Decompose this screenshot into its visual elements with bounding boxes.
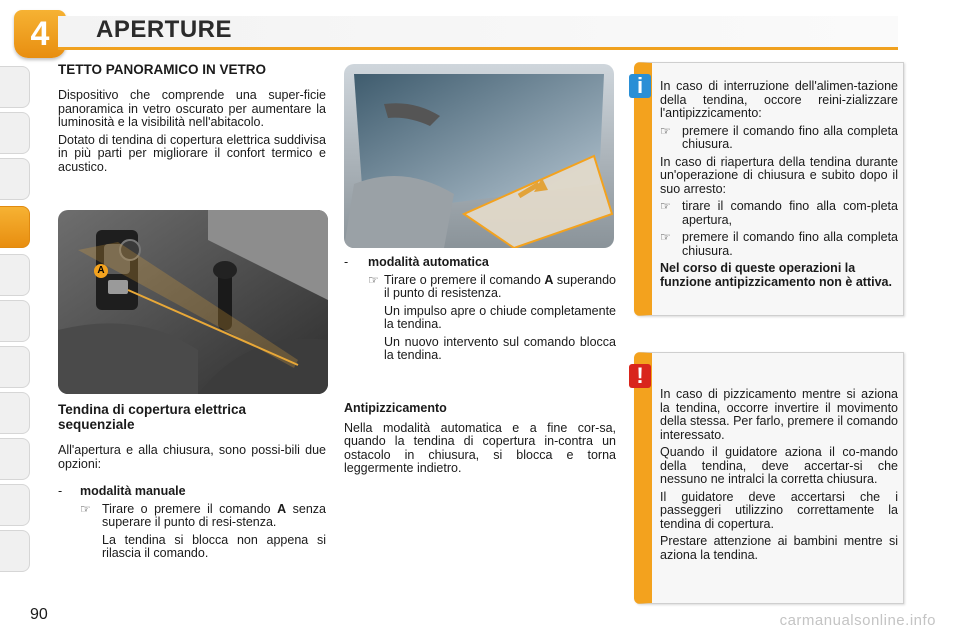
warning-icon: ! (629, 364, 651, 388)
auto-mode-title: - modalità automatica (344, 255, 489, 269)
warning-paragraph-1: In caso di pizzicamento mentre si aziona la tendina, occorre invertire il movimento della stessa. Per farlo, premere il comando interessato. (660, 387, 898, 442)
chapter-tab-10[interactable] (0, 484, 30, 526)
panoramic-roof-photo (344, 64, 614, 248)
warning-paragraph-2: Quando il guidatore aziona il co-mando della tendina, deve accertar-si che nessuno ne intralci la corretta chiusura. (660, 445, 898, 486)
left-column-top (58, 62, 326, 178)
intro-paragraph-2: Dotato di tendina di copertura elettrica suddivisa in più parti per migliorare il confort termico e acustico. (58, 132, 326, 174)
auto-mode-note-1: Un impulso apre o chiude completamente la tendina. (384, 303, 616, 331)
info-paragraph-2: In caso di riapertura della tendina durante un'operazione di chiusura e subito dopo il suo arresto: (660, 154, 898, 196)
roof-illustration (344, 64, 614, 248)
info-box-content (660, 80, 898, 293)
manual-mode-title: - modalità manuale (58, 484, 186, 498)
pointer-hand-icon: ☞ (368, 272, 379, 287)
page-number: 90 (30, 606, 48, 623)
chapter-tab-2[interactable] (0, 112, 30, 154)
chapter-tab-6[interactable] (0, 300, 30, 342)
chapter-tab-3[interactable] (0, 158, 30, 200)
chapter-tab-11[interactable] (0, 530, 30, 572)
middle-column-top (344, 256, 616, 367)
info-bullet-2: ☞ tirare il comando fino alla com-pleta apertura, (660, 199, 898, 227)
pointer-hand-icon: ☞ (660, 123, 671, 138)
options-intro: All'apertura e alla chiusura, sono possi-bili due opzioni: (58, 443, 326, 471)
anti-pinch-text: Nella modalità automatica e a fine cor-sa, quando la tendina di copertura in-contra un ostacolo in chiusura, si blocca e torna leggermente indietro. (344, 420, 616, 475)
chapter-tab-8[interactable] (0, 392, 30, 434)
warning-paragraph-3: Il guidatore deve accertarsi che i passeggeri utilizzino correttamente la tendina di copertura. (660, 489, 898, 531)
pointer-hand-icon: ☞ (660, 230, 671, 244)
info-bold-note: Nel corso di queste operazioni la funzione antipizzicamento non è attiva. (660, 261, 892, 289)
pointer-hand-icon: ☞ (660, 199, 671, 213)
anti-pinch-title: Antipizzicamento (344, 401, 447, 415)
info-icon: i (629, 74, 651, 98)
auto-mode-note-2: Un nuovo intervento sul comando blocca la tendina. (384, 334, 616, 362)
middle-column-bottom (344, 402, 616, 480)
console-illustration (58, 210, 328, 394)
chapter-tab-1[interactable] (0, 66, 30, 108)
manual-mode-note: La tendina si blocca non appena si rilascia il comando. (102, 532, 326, 560)
warning-box-content (660, 388, 898, 566)
watermark: carmanualsonline.info (779, 612, 936, 629)
subsection-heading: Tendina di copertura elettrica sequenziale (58, 402, 247, 432)
intro-paragraph-1: Dispositivo che comprende una super-ficie panoramica in vetro oscurato per aumentare la luminosità e la visibilità nell'abitacolo. (58, 88, 326, 129)
warning-paragraph-4: Prestare attenzione ai bambini mentre si aziona la tendina. (660, 534, 898, 562)
manual-mode-bullet: ☞ Tirare o premere il comando A senza superare il punto di resi-stenza. (80, 501, 326, 529)
info-bullet-3: ☞ premere il comando fino alla completa chiusura. (660, 230, 898, 258)
auto-mode-bullet: ☞ Tirare o premere il comando A superando il punto di resistenza. (368, 272, 616, 300)
info-paragraph-1: In caso di interruzione dell'alimen-tazione della tendina, occore reini-zializzare l'antipizzicamento: (660, 79, 898, 120)
callout-label-a: A (94, 264, 108, 278)
info-bullet-1: ☞ premere il comando fino alla completa chiusura. (660, 123, 898, 151)
chapter-tab-4-active[interactable] (0, 206, 30, 248)
section-heading: TETTO PANORAMICO IN VETRO (58, 62, 267, 77)
chapter-tab-7[interactable] (0, 346, 30, 388)
page-title: APERTURE (96, 16, 233, 43)
chapter-badge: 4 (14, 10, 66, 58)
pointer-hand-icon: ☞ (80, 501, 91, 516)
chapter-tab-9[interactable] (0, 438, 30, 480)
left-column-bottom (58, 402, 326, 565)
chapter-tab-5[interactable] (0, 254, 30, 296)
console-photo (58, 210, 328, 394)
